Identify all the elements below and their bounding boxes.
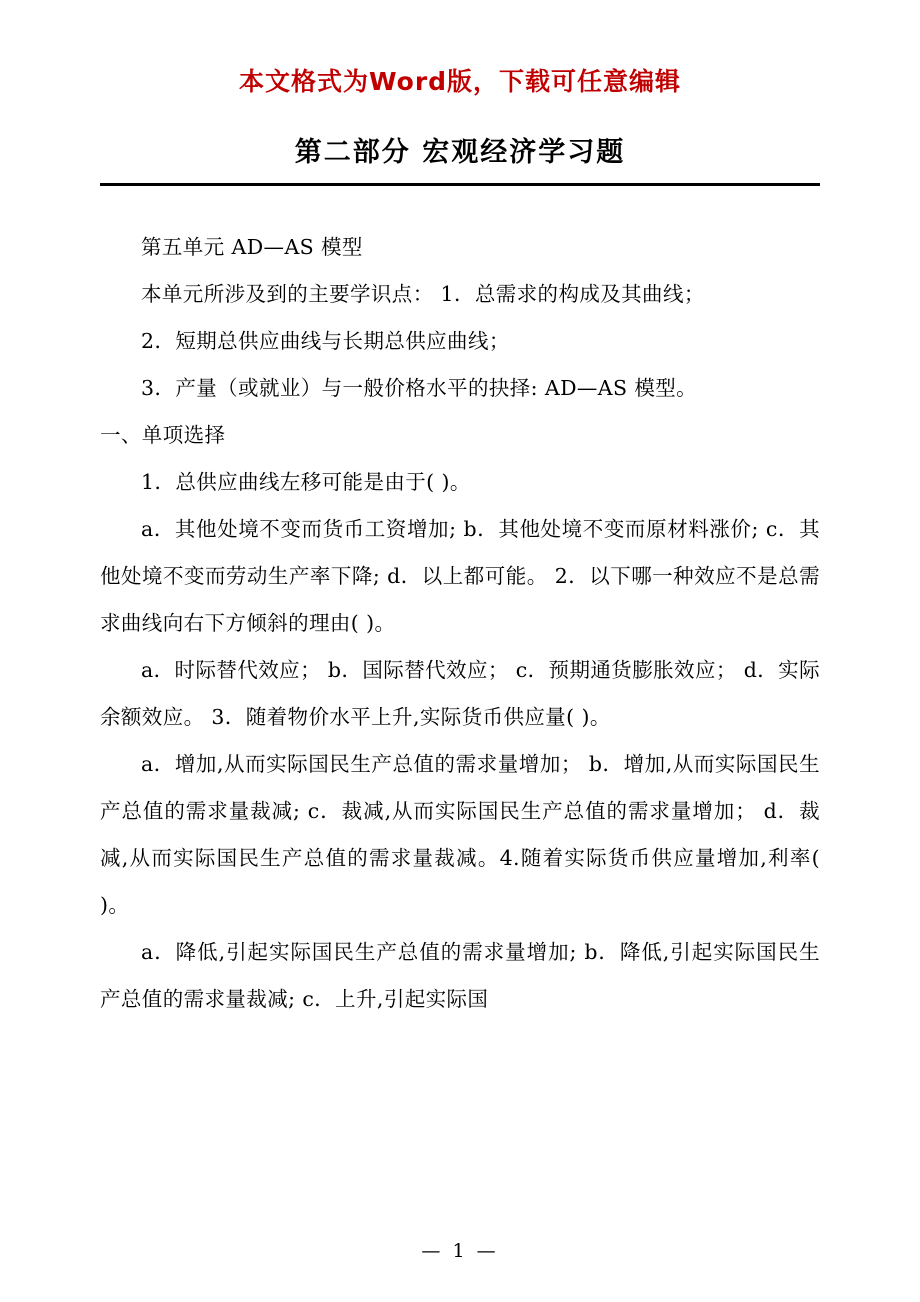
page-title: 第二部分 宏观经济学习题 xyxy=(294,137,626,168)
paragraph: 1．总供应曲线左移可能是由于( )。 xyxy=(141,470,471,494)
paragraph: 3．产量（或就业）与一般价格水平的抉择: AD—AS 模型。 xyxy=(141,376,698,400)
watermark-banner: 本文格式为Word版，下载可任意编辑 xyxy=(238,67,682,96)
paragraph: a．降低,引起实际国民生产总值的需求量增加; b．降低,引起实际国民生产总值的需求量裁减; c．上升,引起实际国 xyxy=(100,940,820,1011)
paragraph: 2．短期总供应曲线与长期总供应曲线； xyxy=(141,329,510,353)
document-body xyxy=(100,224,820,1023)
paragraph: 本单元所涉及到的主要学识点： 1．总需求的构成及其曲线； xyxy=(141,282,705,306)
paragraph: 第五单元 AD—AS 模型 xyxy=(141,235,363,259)
section-heading: 一、单项选择 xyxy=(100,423,226,447)
paragraph: a．其他处境不变而货币工资增加; b．其他处境不变而原材料涨价; c．其他处境不变而劳动生产率下降; d．以上都可能。 2．以下哪一种效应不是总需求曲线向右下方倾斜的理由( )。 xyxy=(100,517,820,635)
paragraph: a．增加,从而实际国民生产总值的需求量增加； b．增加,从而实际国民生产总值的需求量裁减; c．裁减,从而实际国民生产总值的需求量增加； d．裁减,从而实际国民生产总值的需求量裁减。4.随着实际货币供应量增加,利率( )。 xyxy=(100,752,820,917)
page-footer: — 1 — xyxy=(421,1240,499,1262)
title-divider xyxy=(100,183,820,186)
paragraph: a．时际替代效应； b．国际替代效应； c．预期通货膨胀效应； d．实际余额效应。 3．随着物价水平上升,实际货币供应量( )。 xyxy=(100,658,820,729)
